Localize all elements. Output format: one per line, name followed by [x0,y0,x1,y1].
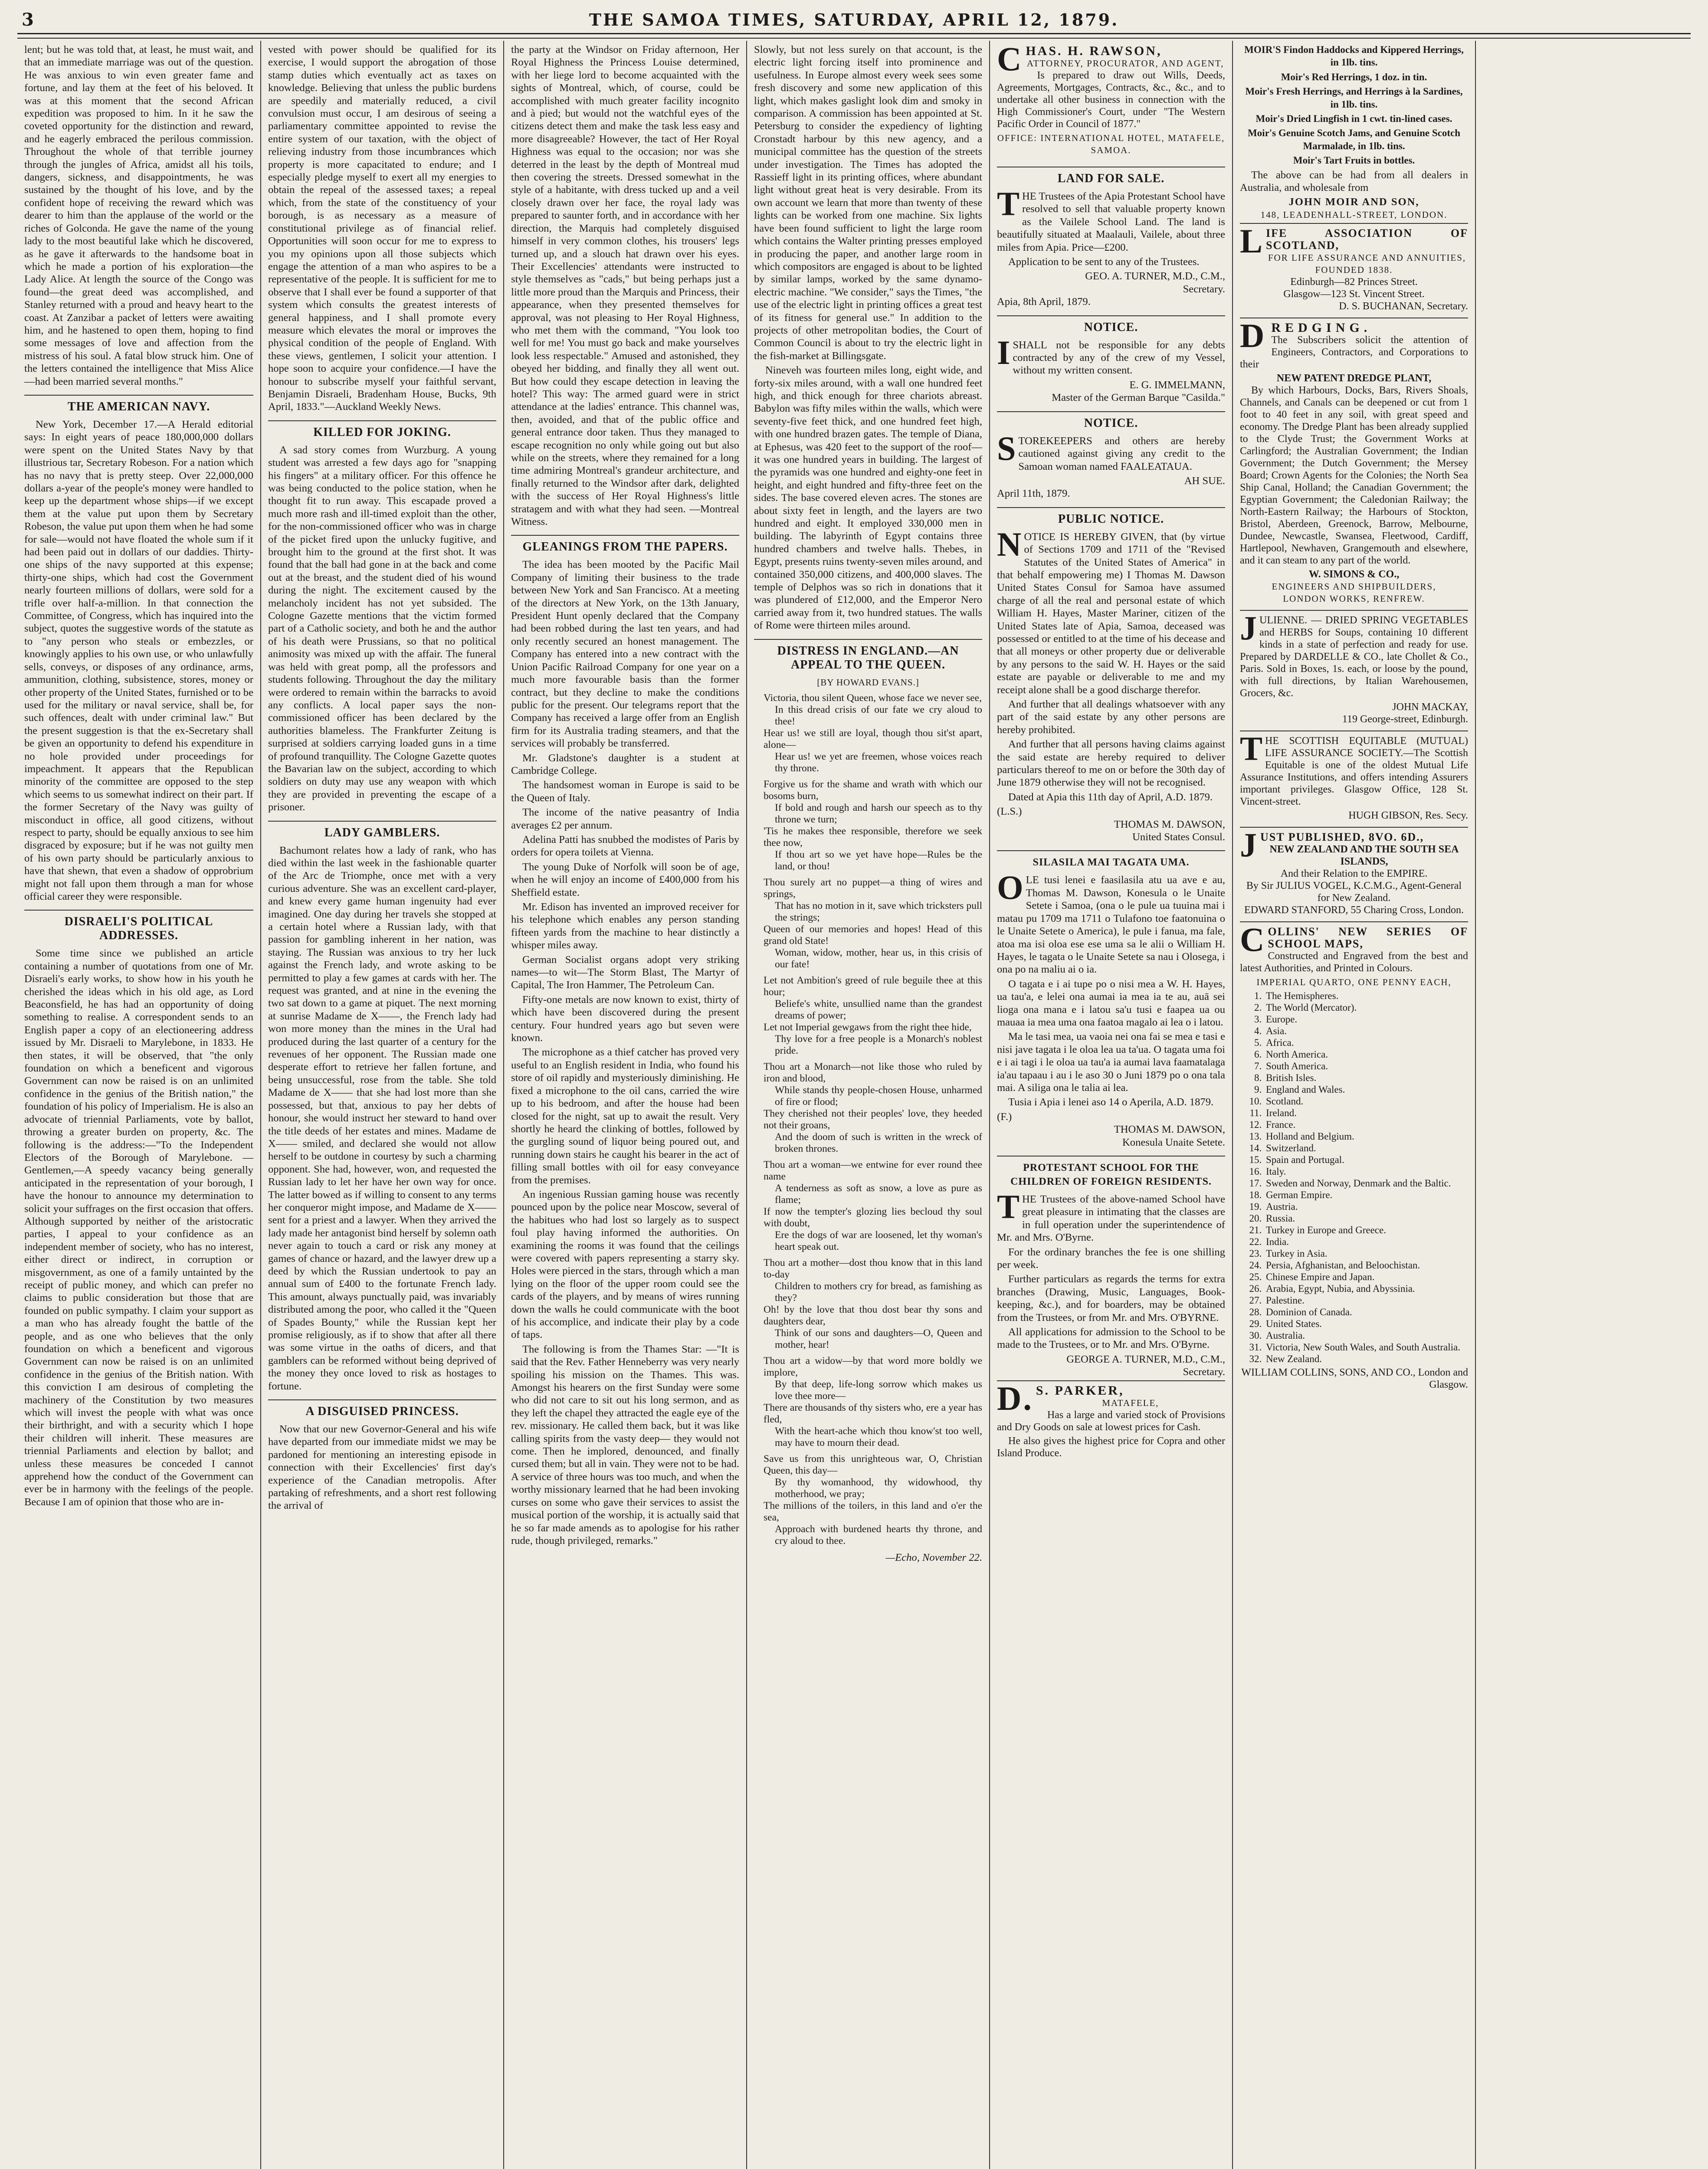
map-item: 10. Scotland. [1264,1095,1468,1107]
rawson-ad [997,41,1225,160]
paragraph: Mr. Edison has invented an improved receiver for his telephone which enables any person standing fifteen yards from the machine to hear distinctly a whisper miles away. [511,901,739,951]
public-heading: PUBLIC NOTICE. [997,507,1225,526]
rawson-name: CHAS. H. RAWSON, [997,41,1162,78]
map-item: 28. Dominion of Canada. [1264,1306,1468,1318]
poem-line: A tenderness as soft as snow, a love as pure as flame; [775,1183,982,1206]
map-item: 25. Chinese Empire and Japan. [1264,1271,1468,1283]
paragraph: The idea has been mooted by the Pacific Mail Company of limiting their business to the trade between New York and San Francisco. At a meeting of the directors at New York, on the 13th January, President Hunt openly declared that the Company had been robbed during the last ten years, and had only recently secured an honest management. The Company has entered into a new contract with the Union Pacific Railroad Company for one year on a much more favourable basis than the former contract, but they decline to make the conditions public for the present. Our telegrams report that the Company has received a large offer from an English firm for its Australia trading steamers, and that the services will probably be transferred. [511,559,739,750]
moir-firm: JOHN MOIR AND SON, [1288,196,1420,208]
poem-line: Victoria, thou silent Queen, whose face we never see, [764,692,982,704]
paragraph: The microphone as a thief catcher has proved very useful to an English resident in India, who found his store of oil rapidly and mysteriously diminishing. He fixed a microphone to the oil cans, carried the wire up to his bedroom, and after the house had been closed for the night, sat up to await the result. Very shortly he heard the clinking of bottles, followed by the gurgling sound of liquor being poured out, and running down stairs he caught his bearer in the act of filling small bottles with oil for easy conveyance from the premises. [511,1046,739,1186]
school-text-4: All applications for admission to the School to be made to the Trustees, or to Mr. and Mrs. O'Byrne. [997,1326,1225,1351]
poem-line: Let not Ambition's greed of rule beguile thee at this hour; [764,975,982,998]
paragraph: Moir's Fresh Herrings, and Herrings à la Sardines, in 1lb. tins. [1245,86,1463,110]
map-item: 26. Arabia, Egypt, Nubia, and Abyssinia. [1264,1283,1468,1294]
poem-stanza [764,1453,982,1547]
paragraph: The handsomest woman in Europe is said to be the Queen of Italy. [511,779,739,804]
gamblers-heading: LADY GAMBLERS. [268,821,496,840]
map-item: 19. Austria. [1264,1201,1468,1212]
map-item: 7. South America. [1264,1060,1468,1072]
parker-text: Has a large and varied stock of Provisions and Dry Goods on sale at lowest prices for Cash. [997,1409,1225,1433]
poem-line: By that deep, life-long sorrow which makes us love thee more— [775,1379,982,1402]
map-item: 2. The World (Mercator). [1264,1002,1468,1013]
gleanings-article [511,558,739,1547]
school-signer-role: Secretary. [1183,1366,1225,1378]
paragraph: The income of the native peasantry of India averages £2 per annum. [511,806,739,831]
poem-line: That has no motion in it, save which tricksters pull the strings; [775,900,982,924]
masthead [17,8,1691,34]
columns [17,41,1691,2169]
dredging-firm-address: LONDON WORKS, RENFREW. [1283,593,1425,604]
newspaper-page [17,8,1691,2169]
silasila-f: (F.) [997,1111,1012,1123]
map-item: 21. Turkey in Europe and Greece. [1264,1224,1468,1236]
paragraph: An ingenious Russian gaming house was recently pounced upon by the police near Moscow, several of the habitues who had lost so largely as to suspect foul play having informed the authorities. On examining the rooms it was found that the ceilings were covered with papers representing a starry sky. Holes were pierced in the stars, through which a man lying on the floor of the upper room could see the cards of the players, and by means of wires running down the walls he could communicate with the boot of his accomplice, and indicate their play by a code of taps. [511,1188,739,1341]
notice2-heading: NOTICE. [997,411,1225,430]
disraeli-article [24,947,253,1508]
map-item: 1. The Hemispheres. [1264,990,1468,1002]
dredging-firm-role: ENGINEERS AND SHIPBUILDERS, [1272,581,1436,592]
poem-line: The millions of the toilers, in this land and o'er the sea, [764,1500,982,1524]
land-signer: GEO. A. TURNER, M.D., C.M., [1085,270,1225,282]
distress-heading: DISTRESS IN ENGLAND.—AN APPEAL TO THE QUEEN. [754,639,982,672]
land-date: Apia, 8th April, 1879. [997,296,1091,308]
public-text-2: And further that all dealings whatsoever with any part of the said estate by any other persons are hereby prohibited. [997,698,1225,736]
disraeli-heading: DISRAELI'S POLITICAL ADDRESSES. [24,910,253,943]
princess-continued [511,43,739,528]
julienne-address: 119 George-street, Edinburgh. [1342,714,1468,725]
rawson-role: ATTORNEY, PROCURATOR, AND AGENT, [1026,58,1224,69]
navy-article [24,418,253,903]
map-item: 31. Victoria, New South Wales, and South Australia. [1264,1341,1468,1353]
paragraph: Some time since we published an article containing a number of quotations from one of Mr. Disraeli's early works, to show how in his youth he cherished the ideas which in his old age, as Lord Beaconsfield, he has had an opportunity of doing something to realise. A correspondent sends to an English paper a copy of an electioneering address issued by Mr. Disraeli to Marylebone, in 1833. He then states, it will be observed, that "the only foundation on which a beneficent and vigorous Government can now be raised is on an unlimited confidence in the genius of the British nation," the foundation of his policy of Imperialism. He is also an advocate of triennial Parliaments, vote by ballot, throwing a greater burden on property, &c. The following is the address:—"To the Independent Electors of the Borough of Marylebone. —Gentlemen,—A speedy vacancy being generally anticipated in the representation of your borough, I have the honour to announce my determination to solicit your suffrages on the first occasion that offers. Although supported by neither of the aristocratic parties, I appeal to your confidence as an independent member of society, who has no interest, either direct or indirect, in corruption or misgovernment, as one of a family untainted by the receipt of public money, and which can prefer no claims to public consideration but those that are founded on public sympathy. I claim your support as a man who has already fought the battle of the people, and as one who believes that the only foundation on which a beneficent and vigorous Government can now be raised is on an unlimited confidence in the genius of the British nation. With this conviction I am desirous of completing the machinery of the Constitution by two measures which will invest the people with what was once their birthright, and with a security which I hope their children will inherit. These measures are triennial Parliaments and election by ballot; and unless these measures be conceded I cannot apprehend how the conduct of the Government can ever be in harmony with the feelings of the people. Because I am of opinion that those who are in- [24,947,253,1508]
map-item: 8. British Isles. [1264,1072,1468,1084]
notice1-signer: E. G. IMMELMANN, [1129,379,1225,391]
column-6 [1232,41,1475,2169]
paragraph: Moir's Red Herrings, 1 doz. in tin. [1281,71,1427,82]
school-signer: GEORGE A. TURNER, M.D., C.M., [1066,1353,1225,1365]
public-text: NOTICE IS HEREBY GIVEN, that (by virtue of Sections 1709 and 1711 of the "Revised Statutes of the United States of America" in that behalf empowering me) I Thomas M. Dawson United States Consul for Samoa have assumed charge of all the real and personal estate of which William H. Hayes, Master Mariner, citizen of the United States late of Apia, Samoa, deceased was possessed or entitled to at the time of his decease and that all moneys or other property due or deliverable by any persons to the said W. H. Hayes or the said estate are payable or deliverable to me and my receipt alone shall be a good discharge therefor. [997,525,1225,696]
gleanings-heading: GLEANINGS FROM THE PAPERS. [511,535,739,554]
notice2-text: STOREKEEPERS and others are hereby cautioned against giving any credit to the Samoan woman named FAALEATAUA. [997,429,1225,472]
paragraph: Fifty-one metals are now known to exist, thirty of which have been discovered during the present century. Four hundred years ago but seven were known. [511,993,739,1044]
poem-line: They cherished not their peoples' love, they heeded not their groans, [764,1108,982,1131]
poem-line: Forgive us for the shame and wrath with which our bosoms burn, [764,779,982,802]
column-7 [1475,41,1691,2169]
navy-heading: THE AMERICAN NAVY. [24,395,253,414]
collins-title: COLLINS' NEW SERIES OF SCHOOL MAPS, [1240,921,1468,959]
life-address-2: Glasgow—123 St. Vincent Street. [1283,288,1425,300]
map-item: 32. New Zealand. [1264,1353,1468,1365]
poem-line: Thy love for a free people is a Monarch's noblest pride. [775,1033,982,1057]
poem-line: In this dread crisis of our fate we cry aloud to thee! [775,704,982,727]
princess-heading: A DISGUISED PRINCESS. [268,1399,496,1419]
silasila-signer: THOMAS M. DAWSON, [1114,1124,1225,1136]
gamblers-article [268,844,496,1392]
scottish-signer: HUGH GIBSON, Res. Secy. [1348,810,1468,822]
collins-firm: WILLIAM COLLINS, SONS, AND CO., London and Glasgow. [1241,1367,1468,1391]
collins-text: Constructed and Engraved from the best and latest Authorities, and Printed in Colours. [1240,950,1468,974]
paragraph: New York, December 17.—A Herald editorial says: In eight years of peace 180,000,000 dollars were spent on the United States Navy by that illustrious tar, Secretary Robeson. For a nation which has no navy that is pretty steep. Over 22,000,000 dollars a-year of the people's money were handled to keep up the department whose ships—if we except them at the value put upon them by Secretary Robeson, the value put upon them when he had some for sale—would not have floated the whole sum if it had been paid out in dollars of our daddies. Thirty-one ships of the navy supported at this expense; thirty-one ships, which had cost the Government nearly fourteen millions of dollars, were sold for a trifle over half-a-million. In that connection the Committee, of Congress, which has inquired into the subject, quotes the suggestive words of the statute as to "any person who steals or embezzles, or knowingly applies to his own use, or who unlawfully sells, conveys, or disposes of any ordinance, arms, ammunition, clothing, subsistence, stores, money or other property of the United States, furnished or to be used for the military or naval service, shall be, for such offences, dealt with under criminal law." But the present suggestion is that the ex-Secretary shall be given an opportunity to defend his expenditure in no hole provided under proceedings for impeachment. It appears that the Republican minority of the committee are opposed to the step which seems to us somewhat indirect on their part. If the former Secretary of the Navy was guilty of misconduct in office, all good citizens, without respect to party, should be equally anxious to see him disgraced by exposure; but if he was not guilty men of his own party should be particularly anxious to have that shewn, that even a shadow of opprobrium might not fall upon them through a man for whose official career they were responsible. [24,418,253,902]
poem-stanza [764,692,982,774]
paragraph: Moir's Genuine Scotch Jams, and Genuine Scotch Marmalade, in 1lb. tins. [1247,128,1461,151]
paragraph: The following is from the Thames Star: —"It is said that the Rev. Father Henneberry was very nearly spoiling his mission on the Thames. This was. Amongst his hearers on the first Sunday were some who did not care to sit out his long sermon, and as they left the chapel they attracted the eagle eye of the rev. missionary. He called them back, but it was like calling spirits from the vasty deep— they would not come. Then he implored, denounced, and finally cursed them; but all in vain. They were not to be had. A service of three hours was too much, and when the worthy missionary learned that he had been invoking curses on some who gave their services to assist the musical portion of the worship, it is actually said that he so far made amends as to apologise for his rather rude, though privileged, remarks." [511,1343,739,1546]
parker-name: D.S. PARKER, [997,1379,1124,1417]
dredging-title: DREDGING. [1240,317,1372,355]
distress-byline: [BY HOWARD EVANS.] [817,677,919,688]
map-item: 3. Europe. [1264,1013,1468,1025]
scottish-equitable-ad [1240,731,1468,825]
life-secretary: D. S. BUCHANAN, Secretary. [1339,301,1468,312]
map-item: 4. Asia. [1264,1025,1468,1037]
map-item: 13. Holland and Belgium. [1264,1130,1468,1142]
silasila-dated: Tusia i Apia i lenei aso 14 o Aperila, A.D. 1879. [1008,1096,1214,1108]
paragraph: MOIR'S Findon Haddocks and Kippered Herrings, in 1lb. tins. [1244,44,1464,68]
column-2 [260,41,503,2169]
life-title: LIFE ASSOCIATION OF SCOTLAND, [1240,222,1468,260]
paragraph: Moir's Dried Lingfish in 1 cwt. tin-lined cases. [1256,113,1452,125]
map-item: 18. German Empire. [1264,1189,1468,1201]
julienne-text: JULIENNE. — DRIED SPRING VEGETABLES and HERBS for Soups, containing 10 different kinds in a state of perfection and ready for use. Prepared by DARDELLE & CO., late Chollet & Co., Paris. Sold in Boxes, 1s. each, or loose by the pound, with full directions, by Italian Warehousemen, Grocers, &c. [1240,609,1468,699]
map-item: 30. Australia. [1264,1330,1468,1341]
column-3 [503,41,746,2169]
notice1-heading: NOTICE. [997,315,1225,334]
paragraph: Now that our new Governor-General and his wife have departed from our immediate midst we may be pardoned for mentioning an interesting episode in connection with their Excellencies' first day's experience of the Canadian metropolis. After partaking of refreshments, and a short rest following the arrival of [268,1423,496,1512]
map-item: 15. Spain and Portugal. [1264,1154,1468,1166]
poem-line: Thou art a Monarch—not like those who ruled by iron and blood, [764,1061,982,1084]
paragraph: German Socialist organs adopt very striking names—to wit—The Storm Blast, The Martyr of Capital, The Iron Hammer, The Petroleum Can. [511,953,739,991]
life-address-1: Edinburgh—82 Princes Street. [1290,276,1418,288]
column-4 [746,41,989,2169]
julienne-signer: JOHN MACKAY, [1392,701,1468,713]
page-number: 3 [22,10,36,30]
poem-stanza [764,779,982,872]
dredging-firm: W. SIMONS & CO., [1308,569,1400,580]
electric-article [754,43,982,632]
published-author: By Sir JULIUS VOGEL, K.C.M.G., Agent-General for New Zealand. [1246,880,1462,904]
poem-line: Thou art a mother—dost thou know that in this land to-day [764,1257,982,1281]
paragraph: Moir's Tart Fruits in bottles. [1293,155,1415,166]
collins-price: IMPERIAL QUARTO, ONE PENNY EACH, [1256,977,1452,988]
poem-line: Approach with burdened hearts thy throne, and cry aloud to thee. [775,1524,982,1547]
school-text: THE Trustees of the above-named School have great pleasure in intimating that the classes are in full operation under the superintendence of Mr. and Mrs. O'Byrne. [997,1188,1225,1244]
paragraph: lent; but he was told that, at least, he must wait, and that an immediate marriage was out of the question. He was anxious to win even greater fame and fortune, and lay them at the feet of his beloved. It was at this moment that the second African expedition was proposed to him. In it he saw the coveted opportunity for the distinction and reward, and he eagerly embraced the perilous commission. Throughout the whole of that terrible journey through the jungles of Africa, amidst all his toils, dangers, sickness, and disappointments, he was sustained by the thought of his love, and by the confident hope of receiving the reward which was dearer to him than the applause of the world or the riches of Golconda. He gave the name of the young lady to the most beautiful lake which he discovered, as he gave it afterwards to the handsome boat in which he made a portion of his exploration—the Lady Alice. At length the source of the Congo was found—the great deed was accomplished, and Stanley returned with a proud and heavy heart to the coast. At Zanzibar a packet of letters were awaiting him, and he hastened to open them, hoping to find some messages of love and affection from the mistress of his soul. A fatal blow struck him. One of the letters contained the intelligence that Miss Alice—had been married several months." [24,44,253,387]
princess-article [268,1423,496,1512]
dredging-intro: The Subscribers solicit the attention of Engineers, Contractors, and Corporations to their [1240,334,1468,370]
paragraph: the party at the Windsor on Friday afternoon, Her Royal Highness the Princess Louise determined, with her liege lord to become acquainted with the sights of Montreal, which, of course, could be accomplished with much greater facility incognito and à pied; but would not the watchful eyes of the citizens detect them and make the task less easy and more disagreeable? However, the tact of Her Royal Highness was equal to the occasion; nor was she deterred in the least by the depth of Montreal mud then covering the streets. Dressed somewhat in the style of a habitante, with dress tucked up and a veil closely drawn over her face, the royal lady was prepared to saunter forth, and in accordance with her direction, the Marquis had completely disguised himself in very common clothes, his trousers' legs turned up, and a slouch hat drawn over his eyes. Their Excellencies' attendants were instructed to style themselves as "cads," but being perhaps just a little more proud than the Marquis and Princess, their appearance, when they presented themselves for approval, was not pleasing to Her Royal Highness, who met them with the command, "You look too well for me! You must go back and make yourselves look less respectable." Amused and astonished, they obeyed her bidding, and finally they all went out. But how could they escape detection in leaving the hotel? This way: The armed guard were in strict attendance at the ladies' entrance. This channel was, then, avoided, and that of the public office and general entrance door taken. Thus they managed to escape recognition no only while going out but also while on the streets, where they remained for a long time admiring Montreal's grandeur architecture, and finally returned to the Windsor after dark, delighted with the success of Her Royal Highness's little stratagem and with what they had seen. —Montreal Witness. [511,44,739,528]
notice2-date: April 11th, 1879. [997,488,1070,500]
poem-stanza [764,1355,982,1449]
silasila-heading: SILASILA MAI TAGATA UMA. [997,850,1225,869]
paragraph: Adelina Patti has snubbed the modistes of Paris by orders for opera toilets at Vienna. [511,833,739,858]
rawson-text: Is prepared to draw out Wills, Deeds, Agreements, Mortgages, Contracts, &c., &c., and to undertake all other business in connection with the High Commissioner's Court, under "The Western Pacific Order in Council of 1877." [997,70,1225,130]
school-text-3: Further particulars as regards the terms for extra branches (Drawing, Music, Languages, Book-keeping, &c.), and for boarders, may be obtained from the Trustees, or from Mr. and Mrs. O'BYRNE. [997,1273,1225,1324]
parker-text-2: He also gives the highest price for Copra and other Island Produce. [997,1435,1225,1459]
silasila-text: OLE tusi lenei e faasilasila atu ua ave e au, Thomas M. Dawson, Konesula o le Unaite Setete i Samoa, (ona o le pule ua tuuina mai i matau pu 1709 ma 1711 o Tulafono toe faatonuina o le Unaite Setete o America), le pule i fanua, ma fale, atoa ma isi oloa ese ese uma sa le alii o William H. Hayes, le tagata o le Unaite Setete sa nau i Olosega, i ona po na maliu ai o ia. [997,868,1225,976]
poem-line: Queen of our memories and hopes! Head of this grand old State! [764,924,982,947]
dredging-sub: NEW PATENT DREDGE PLANT, [1276,373,1432,384]
poem-line: Thou art a widow—by that word more boldly we implore, [764,1355,982,1379]
disraeli-continued [268,43,496,413]
paragraph: Nineveh was fourteen miles long, eight wide, and forty-six miles around, with a wall one hundred feet high, and thick enough for three chariots abreast. Babylon was fifty miles within the walls, which were seventy-five feet thick, and one hundred feet high, with one hundred brazen gates. The temple of Diana, at Ephesus, was 420 feet to the support of the roof—it was one hundred years in building. The largest of the pyramids was one hundred and eighty-one feet in height, and eight hundred and fifty-three feet on the sides. The base covered eleven acres. The stones are about sixty feet in length, and the layers are two hundred and eight. It employed 330,000 men in building. The labyrinth of Egypt contains three hundred chambers and twelve halls. Thebes, in Egypt, presents ruins twenty-seven miles around, and contained 350,000 citizens, and 400,000 slaves. The temple of Delphos was so rich in donations that it was plundered of £12,000, and the Emperor Nero carried away from it, two hundred statues. The walls of Rome were thirteen miles around. [754,364,982,632]
poem-stanza [764,975,982,1057]
paragraph: Mr. Gladstone's daughter is a student at Cambridge College. [511,752,739,777]
poem-line: Save us from this unrighteous war, O, Christian Queen, this day— [764,1453,982,1477]
notice1-signer-role: Master of the German Barque "Casilda." [1052,392,1225,404]
poem-line: And the doom of such is written in the wreck of broken thrones. [775,1131,982,1155]
paragraph: The young Duke of Norfolk will soon be of age, when he will enjoy an income of £400,000 from his Sheffield estate. [511,861,739,898]
scottish-text: THE SCOTTISH EQUITABLE (MUTUAL) LIFE ASSURANCE SOCIETY.—The Scottish Equitable is one of the oldest Mutual Life Assurance Institutions, and offers intending Assurers important privileges. Glasgow Office, 128 St. Vincent-street. [1240,730,1468,808]
map-item: 23. Turkey in Asia. [1264,1248,1468,1259]
map-item: 17. Sweden and Norway, Denmark and the Baltic. [1264,1177,1468,1189]
poem-stanza [764,1257,982,1351]
paragraph: Bachumont relates how a lady of rank, who has died within the last week in the fashionable quarter of the Arc de Triomphe, once met with a very curious adventure. She was an excellent card-player, and knew every game human ingenuity had ever imagined. One day during her travels she stopped at a certain hotel where a Russian lady, with that passion for gambling inherent in her nation, was staying. The Russian was anxious to try her luck against the French lady, and wrote asking to be permitted to play a few games at cards with her. The request was granted, and at nine in the evening the two sat down to a game at piquet. The next morning at sunrise Madame de X——, the French lady had won more money than the mines in the Ural had produced during the last quarter of a century for the revenues of her opponent. The Russian made one desperate effort to retrieve her fallen fortune, and being unsuccessful, rose from the table. She told Madame de X—— that she had lost more than she possessed, but that, anxious to pay her debts of honour, she would instruct her steward to hand over the title deeds of her estates and mines. Madame de X—— smiled, and declared she would not allow herself to be outdone in courtesy by such a charming opponent. She had, however, won, and requested the Russian lady to let her have her own way for once. The latter bowed as if willing to consent to any terms her conqueror might impose, and Madame de X—— sent for a priest and a lawyer. When they arrived the lady made her antagonist bind herself by solemn oath never again to touch a card or risk any money at games of chance or hazard, and the lawyer drew up a deed by which the Russian undertook to pay an annual sum of £400 to the fortunate French lady. This amount, always punctually paid, was invariably distributed among the poor, who called it the "Queen of Spades Bounty," while the Russian kept her promise religiously, as if to show that after all there was some virtue in the oaths of dicers, and that gamblers can be reformed without being deprived of the money they once loved to risk as hostages to fortune. [268,844,496,1392]
poem-line: Thou art a woman—we entwine for ever round thee name [764,1159,982,1183]
poem-stanza [764,877,982,970]
masthead-rule [17,34,1691,39]
moir-items [1240,43,1468,167]
map-item: 29. United States. [1264,1318,1468,1330]
dredging-ad [1240,318,1468,608]
land-text: THE Trustees of the Apia Protestant School have resolved to sell that valuable property known as the Vailele School Land. The land is beautifully situated at Maalauli, Vailele, about three miles from Apia. Price—£200. [997,185,1225,253]
moir-address: 148, LEADENHALL-STREET, LONDON. [1260,209,1448,220]
poem-stanza [764,1159,982,1253]
collins-maps-list [1240,990,1468,1365]
map-item: 16. Italy. [1264,1166,1468,1177]
dredging-text: By which Harbours, Docks, Bars, Rivers Shoals, Channels, and Canals can be deepened or cut from 1 foot to 40 feet in any soil, with great speed and economy. The Dredge Plant has been already supplied to the Clyde Trust; the Government Works at Carlingford; the Australian Government; the Indian Government; the Dutch Government; the Mersey Board; Crown Agents for the Colonies; the North Sea Ship Canal, Holland; the Canadian Government; the Egyptian Government; the Caledonian Railway; the North-Eastern Railway; the Harbours of Stockton, Bristol, Aberdeen, Greenock, Barrow, Melbourne, Dundee, Newcastle, Swansea, Fleetwood, Cardiff, Hartlepool, Newhaven, Grangemouth and elsewhere, and it can steam to any part of the world. [1240,385,1468,567]
distress-poem [764,692,982,1547]
collins-ad [1240,921,1468,1394]
killed-article [268,444,496,814]
poem-line: If thou art so we yet have hope—Rules be the land, or thou! [775,849,982,872]
map-item: 6. North America. [1264,1048,1468,1060]
poem-line: Think of our sons and daughters—O, Queen and mother, hear! [775,1327,982,1351]
public-signer: THOMAS M. DAWSON, [1114,818,1225,830]
map-item: 14. Switzerland. [1264,1142,1468,1154]
poem-line: With the heart-ache which thou know'st too well, may have to mourn their dead. [775,1425,982,1449]
poem-line: Ere the dogs of war are loosened, let thy woman's heart speak out. [775,1229,982,1253]
column-5 [989,41,1232,2169]
land-heading: LAND FOR SALE. [997,167,1225,186]
life-sub: FOR LIFE ASSURANCE AND ANNUITIES, FOUNDED 1838. [1268,252,1466,275]
masthead-title: THE SAMOA TIMES, SATURDAY, APRIL 12, 1879. [589,10,1119,29]
poem-line: 'Tis he makes thee responsible, therefore we seek thee now, [764,826,982,849]
notice2-signer: AH SUE. [1184,475,1225,487]
life-association-ad [1240,223,1468,316]
poem-line: While stands thy people-chosen House, unharmed of fire or flood; [775,1084,982,1108]
paragraph: A sad story comes from Wurzburg. A young student was arrested a few days ago for "snapping his fingers" at a military officer. For this offence he was being conducted to the police station, when he thought fit to run away. This escapade proved a much more rash and ill-timed exploit than the other, for the non-commissioned officer who was in charge of the picket fired upon the unlucky fugitive, and brought him to the ground at the first shot. It was found that the ball had gone in at the back and come out at the breast, and the student died of his wound during the night. The excitement caused by the melancholy incident has not yet subsided. The Cologne Gazette mentions that the victim formed part of a Catholic society, and both he and the author of his death were Prussians, so that no political animosity was mixed up with the affair. The funeral was held with great pomp, all the professors and students following. Throughout the day the military were ordered to remain within the barracks to avoid any conflicts. A local paper says the non-commissioned officer has been declared by the authorities blameless. The Frankfurter Zeitung is surprised at soldiers carrying loaded guns in a time of profound tranquillity. The Cologne Gazette quotes the Bavarian law on the subject, according to which soldiers on duty may use any weapon with which they are provided in preventing the escape of a prisoner. [268,444,496,813]
poem-line: Children to mothers cry for bread, as famishing as they? [775,1281,982,1304]
killed-heading: KILLED FOR JOKING. [268,420,496,439]
map-item: 24. Persia, Afghanistan, and Beloochistan. [1264,1259,1468,1271]
stanley-article [24,43,253,388]
school-heading: PROTESTANT SCHOOL FOR THE CHILDREN OF FOREIGN RESIDENTS. [997,1156,1225,1189]
poem-line: Hear us! we yet are freemen, whose voices reach thy throne. [775,751,982,774]
poem-stanza [764,1061,982,1155]
paragraph: vested with power should be qualified for its exercise, I would support the abrogation of those stamp duties which eventually act as taxes on knowledge. Believing that unless the public burdens are speedily and materially reduced, a civil convulsion must occur, I am desirous of seeing a parliamentary committee appointed to revise the entire system of our taxation, with the object of relieving industry from those incumbrances which property is more capacitated to endure; and I especially pledge myself to exert all my energies to obtain the repeal of the assessed taxes; a repeal which, from the state of the constituency of your borough, is as necessary as a measure of constitutional privilege as of financial relief. Opportunities will soon occur for me to express to you my opinions upon all those subjects which engage the attention of a man who aspires to be a representative of the people. It is sufficient for me to observe that I shall ever be found a supporter of that system which consults the greatest interests of general happiness, and I shall promote every measure which elevates the moral or improves the physical condition of the people of England. With these views, gentlemen, I solicit your attention. I hope soon to acquire your confidence.—I have the honour to subscribe myself your faithful servant, Benjamin Disraeli, Bradenham House, Bucks, 9th April, 1833."—Auckland Weekly News. [268,44,496,413]
silasila-text-2: O tagata e i ai tupe po o nisi mea a W. H. Hayes, ua tau'a, e lelei ona aumai ia mea ia te au, auā sei lioga ona mana e i latou sa'u tusi e faapea ua ou mauaa ia mea uma ona faatoa magalo ai lea o i latou. [997,978,1225,1028]
parker-ad [997,1380,1225,1465]
public-signer-role: United States Consul. [1132,831,1225,843]
public-text-3: And further that all persons having claims against the said estate are hereby required to deliver particulars thereof to me on or before the 30th day of June 1879 otherwise they will not be recognised. [997,738,1225,789]
poem-line: Woman, widow, mother, hear us, in this crisis of our fate! [775,947,982,970]
map-item: 22. India. [1264,1236,1468,1248]
poem-line: Oh! by the love that thou dost bear thy sons and daughters dear, [764,1304,982,1327]
school-text-2: For the ordinary branches the fee is one shilling per week. [997,1246,1225,1271]
poem-line: Thou surely art no puppet—a thing of wires and springs, [764,877,982,900]
moir-ad [1240,43,1468,221]
map-item: 9. England and Wales. [1264,1084,1468,1095]
published-ad [1240,827,1468,920]
notice1-text: ISHALL not be responsible for any debts contracted by any of the crew of my Vessel, without my written consent. [997,333,1225,377]
column-1 [17,41,260,2169]
poem-line: Hear us! we still are loyal, though thou sit'st apart, alone— [764,727,982,751]
poem-line: By thy womanhood, thy widowhood, thy motherhood, we pray; [775,1477,982,1500]
julienne-ad [1240,610,1468,729]
map-item: 11. Ireland. [1264,1107,1468,1119]
public-dated: Dated at Apia this 11th day of April, A.D. 1879. [1008,791,1213,803]
poem-line: Beliefe's white, unsullied name than the grandest dreams of power; [775,998,982,1022]
published-title: JUST PUBLISHED, 8VO. 6D., [1240,826,1424,864]
map-item: 27. Palestine. [1264,1294,1468,1306]
poem-line: There are thousands of thy sisters who, ere a year has fled, [764,1402,982,1425]
poem-line: Let not Imperial gewgaws from the right thee hide, [764,1022,972,1033]
moir-note: The above can be had from all dealers in Australia, and wholesale from [1240,169,1468,194]
land-apply: Application to be sent to any of the Trustees. [1008,256,1200,268]
rawson-office: OFFICE: INTERNATIONAL HOTEL, MATAFELE, SAMOA. [997,133,1225,155]
paragraph: Slowly, but not less surely on that account, is the electric light forcing itself into prominence and usefulness. In Europe almost every week sees some fresh discovery and some new application of this light, which makes gaslight look dim and smoky in comparison. A commission has been appointed at St. Petersburg to consider the expediency of lighting Cronstadt harbour by this new agency, and a municipal committee has the question of the streets under investigation. The Times has adopted the Rassieff light in its printing offices, where abundant light without great heat is very desirable. From its own account we learn that more than twenty of these lights can be worked from one machine. Six lights have been found sufficient to light the large room which contains the Walter printing presses employed in producing the paper, and another large room in which compositors are engaged is about to be lighted by similar lamps, worked by the same dynamo-electric machine. "We consider," says the Times, "the use of the electric light in printing offices a great test of its fitness for general use." In addition to the projects of other metropolitan bodies, the Court of Common Council is about to try the electric light in the fish-market at Billingsgate. [754,44,982,362]
poem-line: If bold and rough and harsh our speech as to thy throne we turn; [775,802,982,826]
land-signer-role: Secretary. [1183,283,1225,295]
published-sub: NEW ZEALAND AND THE SOUTH SEA ISLANDS, [1269,844,1459,868]
map-item: 20. Russia. [1264,1212,1468,1224]
map-item: 5. Africa. [1264,1037,1468,1048]
poem-signature: —Echo, November 22. [885,1552,982,1564]
map-item: 12. France. [1264,1119,1468,1130]
silasila-signer-role: Konesula Unaite Setete. [1122,1136,1225,1148]
silasila-text-3: Ma le tasi mea, ua vaoia nei ona fai se mea e tasi e nisi jave tagata i le oloa lea ua ta'ua. O tagata uma foi e i ai tagi i le oloa ua tau'a ia aumai lava faamatalaga ia'au tapaau i au i le aso 30 o Juni 1879 po o ona tala mai. A siliga ona le talia ai lea. [997,1031,1225,1094]
public-ls: (L.S.) [997,806,1022,818]
parker-place: MATAFELE, [1102,1397,1159,1408]
published-publisher: EDWARD STANFORD, 55 Charing Cross, London. [1244,904,1464,916]
poem-line: If now the tempter's glozing lies becloud thy soul with doubt, [764,1206,982,1229]
published-text: And their Relation to the EMPIRE. [1280,868,1428,880]
